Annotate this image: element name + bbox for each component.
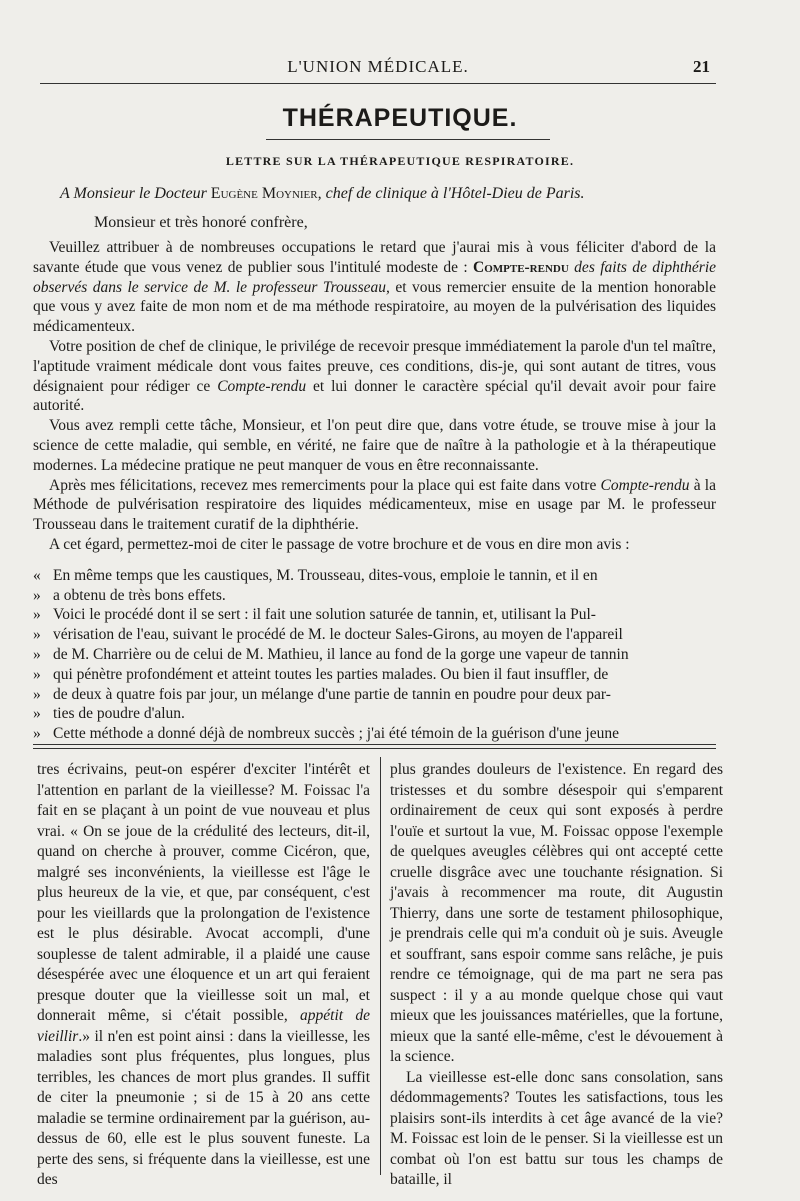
page-number: 21 [693,57,710,76]
letter-paragraph: Après mes félicitations, recevez mes remerciments pour la place qui est faite dans votre Compte-rendu à la Méthode de pulvérisation respiratoire des liquides médicamenteux, mise en usage par M. le professeur Trousseau dans le traitement curatif de la diphthérie. [33,476,716,534]
letter-paragraph: A cet égard, permettez-moi de citer le passage de votre brochure et de vous en dire mon avis : [49,535,630,553]
title-rule [266,139,550,140]
quote-line: » a obtenu de très bons effets. [33,586,226,604]
running-header [40,57,716,84]
salutation: Monsieur et très honoré confrère, [94,214,308,231]
address-name: Eugène Moynier [210,185,318,202]
column-paragraph: La vieillesse est-elle donc sans consolation, sans dédommagements? Toutes les satisfactions, tous les plaisirs sont-ils interdits à cet âge avancé de la vie? M. Foissac est loin de le penser. Si la vieillesse est un combat où l'on est battu sur tous les champs de bataille, il [390,1068,723,1188]
quote-line: » qui pénètre profondément et atteint toutes les parties malades. Ou bien il faut insuffler, de [33,665,609,683]
journal-title: L'UNION MÉDICALE. [287,57,469,76]
letter-heading: LETTRE SUR LA THÉRAPEUTIQUE RESPIRATOIRE. [225,154,575,168]
quote-line: » Cette méthode a donné déjà de nombreux succès ; j'ai été témoin de la guérison d'une jeune [33,725,619,743]
column-divider [380,757,381,1175]
letter-body [33,238,716,744]
quote-line: « En même temps que les caustiques, M. Trousseau, dites-vous, emploie le tannin, et il en [33,566,598,584]
quote-line: » ties de poudre d'alun. [33,705,185,723]
quote-line: » de deux à quatre fois par jour, un mélange d'une partie de tannin en poudre pour deux par- [33,685,611,703]
feuilleton-separator [33,744,716,749]
letter-paragraph: Vous avez rempli cette tâche, Monsieur, et l'on peut dire que, dans votre étude, se trouve mise à jour la science de cette maladie, qui semble, en vérité, ne faire que de naître à la pathologie et à la thérapeutique modernes. La médecine pratique ne peut manquer de vous en être reconnaissante. [33,417,716,474]
quoted-passage [33,566,716,744]
letter-paragraph: Veuillez attribuer à de nombreuses occupations le retard que j'aurai mis à vous féliciter d'abord de la savante étude que vous venez de publier sous l'intitulé modeste de : Compte-rendu des faits de diphthérie observés dans le service de M. le professeur Trousseau, et vous remercier ensuite de la mention honorable que vous y avez faite de mon nom et de ma méthode respiratoire, au moyen de la pulvérisation des liquides médicamenteux. [33,239,716,336]
quote-line: » Voici le procédé dont il se sert : il fait une solution saturée de tannin, et, utilisant la Pul- [33,606,596,624]
column-paragraph: plus grandes douleurs de l'existence. En regard des tristesses et du sombre désespoir qui s'emparent ordinairement de ceux qui sont exposés à perdre l'ouïe et surtout la vue, M. Foissac oppose l'exemple de quelques aveugles célèbres qui ont accepté cette cruelle disgrâce avec une touchante résignation. Si j'avais à recommencer ma route, dit Augustin Thierry, dans une sorte de testament philosophique, je prendrais celle qui m'a conduit où je suis. Aveugle et souffrant, sans espoir comme sans relâche, je puis rendre ce témoignage, qui de ma part ne sera pas suspect : il y a au monde quelque chose qui vaut mieux que les jouissances matérielles, que la fortune, mieux que la santé elle-même, c'est le dévouement à la science. [390,761,723,1065]
quote-line: » de M. Charrière ou de celui de M. Mathieu, il lance au fond de la gorge une vapeur de tannin [33,645,629,663]
address-suffix: , chef de clinique à l'Hôtel-Dieu de Paris. [317,185,585,202]
letter-address [60,185,585,203]
address-prefix: A Monsieur le Docteur [60,185,207,202]
column-paragraph: tres écrivains, peut-on espérer d'exciter l'intérêt et l'attention en parlant de la vieillesse? M. Foissac l'a fait en se plaçant à un point de vue nouveau et plus vrai. « On se joue de la crédulité des lecteurs, dit-il, quand on cherche à prouver, comme Cicéron, que, malgré ses inconvénients, la vieillesse est l'âge le plus heureux de la vie, et que, par conséquent, c'est pour les vieillards que la prolongation de l'existence est le plus désirable. Avocat accompli, d'une souplesse de talent admirable, il a plaidé une cause désespérée avec une éloquence et un art qui feraient presque douter que la vieillesse soit un mal, et donnerait même, si c'était possible, appétit de vieillir.» il n'en est point ainsi : dans la vieillesse, les maladies sont plus fréquentes, plus longues, plus terribles, les chances de mort plus grandes. Il suffit de citer la pneumonie ; si de 15 à 20 ans cette maladie se termine ordinairement par la guérison, au-dessus de 60, elle est le plus souvent funeste. La perte des sens, si fréquente dans la vieillesse, est une des [37,761,371,1188]
feuilleton-left-column [37,760,370,1191]
letter-paragraph: Votre position de chef de clinique, le privilége de recevoir presque immédiatement la parole d'un tel maître, l'aptitude vraiment médicale dont vous faites preuve, ces conditions, dis-je, qui sont autant de titres, vous désignaient pour rédiger ce Compte-rendu et lui donner le caractère spécial qu'il devait avoir pour faire autorité. [33,337,716,415]
section-title: THÉRAPEUTIQUE. [282,104,518,132]
quote-line: » vérisation de l'eau, suivant le procédé de M. le docteur Sales-Girons, au moyen de l'appareil [33,626,623,644]
feuilleton-right-column [390,760,723,1191]
